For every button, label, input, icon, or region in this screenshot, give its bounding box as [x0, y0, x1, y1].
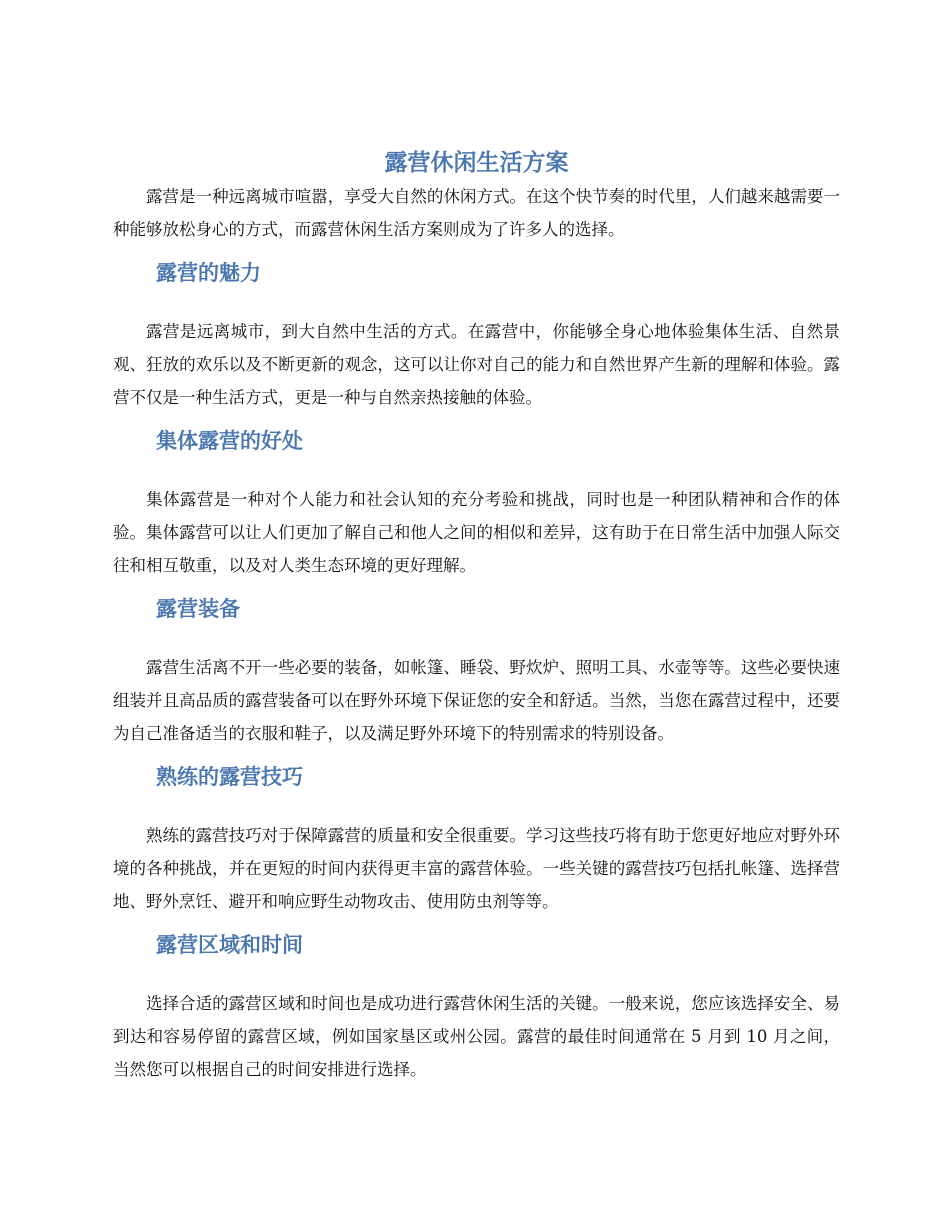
- intro-paragraph: 露营是一种远离城市喧嚣，享受大自然的休闲方式。在这个快节奏的时代里，人们越来越需要一种能够放松身心的方式，而露营休闲生活方案则成为了许多人的选择。: [113, 187, 840, 239]
- section-heading-group-benefits: 集体露营的好处: [156, 429, 303, 453]
- section-body-group-benefits: 集体露营是一种对个人能力和社会认知的充分考验和挑战，同时也是一种团队精神和合作的体验。集体露营可以让人们更加了解自己和他人之间的相似和差异，这有助于在日常生活中加强人际交往和相互敬重，以及对人类生态环境的更好理解。: [113, 490, 840, 575]
- section-body-equipment: 露营生活离不开一些必要的装备，如帐篷、睡袋、野炊炉、照明工具、水壶等等。这些必要快速组装并且高品质的露营装备可以在野外环境下保证您的安全和舒适。当然，当您在露营过程中，还要为自己准备适当的衣服和鞋子，以及满足野外环境下的特别需求的特别设备。: [113, 658, 840, 743]
- section-heading-charm: 露营的魅力: [156, 261, 261, 285]
- section-heading-equipment: 露营装备: [156, 597, 240, 621]
- section-heading-area-time: 露营区域和时间: [156, 933, 303, 957]
- section-body-skills: 熟练的露营技巧对于保障露营的质量和安全很重要。学习这些技巧将有助于您更好地应对野外环境的各种挑战，并在更短的时间内获得更丰富的露营体验。一些关键的露营技巧包括扎帐篷、选择营地、野外烹饪、避开和响应野生动物攻击、使用防虫剂等等。: [113, 826, 840, 911]
- section-body-charm: 露营是远离城市，到大自然中生活的方式。在露营中，你能够全身心地体验集体生活、自然景观、狂放的欢乐以及不断更新的观念，这可以让你对自己的能力和自然世界产生新的理解和体验。露营不仅是一种生活方式，更是一种与自然亲热接触的体验。: [113, 322, 840, 407]
- section-heading-skills: 熟练的露营技巧: [156, 765, 303, 789]
- document-page: [113, 146, 840, 1086]
- document-title: 露营休闲生活方案: [384, 150, 569, 176]
- section-body-area-time: 选择合适的露营区域和时间也是成功进行露营休闲生活的关键。一般来说，您应该选择安全、易到达和容易停留的露营区域，例如国家垦区或州公园。露营的最佳时间通常在 5 月到 10 月之间，当然您可以根据自己的时间安排进行选择。: [113, 994, 840, 1079]
